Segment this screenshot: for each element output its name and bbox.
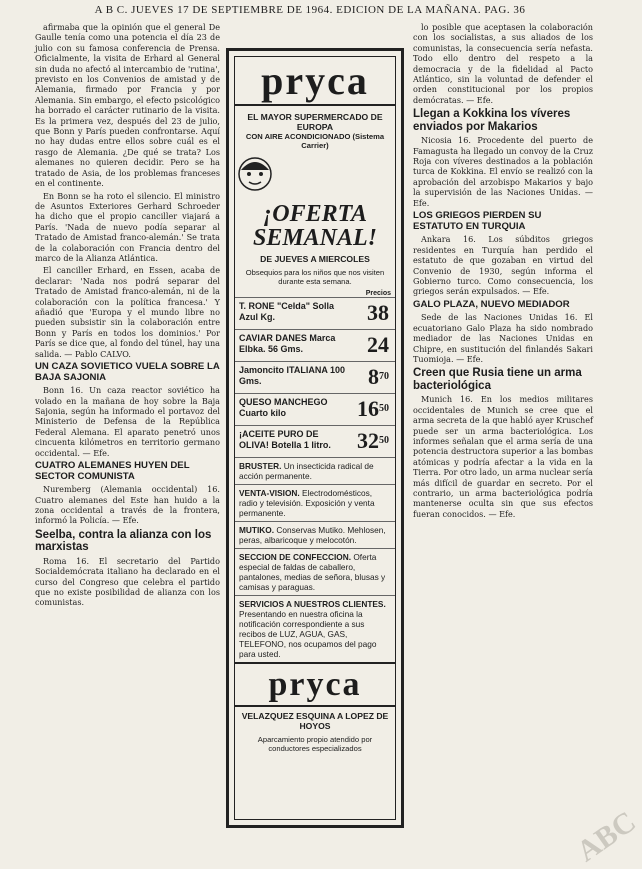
product-cents: 50 <box>379 403 389 414</box>
article-paragraph: Ankara 16. Los súbditos griegos residentes en Turquía han perdido el estatuto de que gozaban en virtud del Convenio de 1930, según informa el Gobierno turco. Como consecuencia, los griegos serán expulsados. — Efe. <box>413 234 593 297</box>
product-row <box>235 361 395 393</box>
service-item <box>235 457 395 484</box>
product-price: 38 <box>367 300 389 325</box>
service-text: Oferta especial de faldas de caballero, pantalones, medias de señora, blusas y camisas y paraguas. <box>239 552 386 592</box>
service-text: Conservas Mutiko. Mehlosen, peras, albaricoque y melocotón. <box>239 525 386 545</box>
article-paragraph: El canciller Erhard, en Essen, acaba de declarar: 'Nada nos podrá separar del Tratado de Amistad franco-alemán, ni de la colaboración con la política francesa.' Y añadió que 'Europa y el mundo libre no pueden subsistir sin la colaboración entre Bonn y París en todos los dominios.' Por París se dice que, al fondo del túnel, hay una salida. — Pablo CALVO. <box>35 265 220 359</box>
ad-parking: Aparcamiento propio atendido por conductores especializados <box>257 735 373 753</box>
headline-seelba: Seelba, contra la alianza con los marxistas <box>35 528 212 554</box>
product-name: CAVIAR DANES Marca Elbka. 56 Gms. <box>239 333 336 354</box>
article-paragraph: Nuremberg (Alemania occidental) 16. Cuatro alemanes del Este han huido a la zona occidental a través de la frontera, informó la Policía. — Efe. <box>35 484 220 526</box>
headline-soviet-jet: UN CAZA SOVIETICO VUELA SOBRE LA BAJA SAJONIA <box>35 361 220 383</box>
article-paragraph: Bonn 16. Un caza reactor soviético ha volado en la mañana de hoy sobre la Baja Sajonia, según ha informado el portavoz del Ministerio de Defensa de la República Federal Alemana. El aparato penetró unos cincuenta kilómetros en territorio germano occidental. — Efe. <box>35 385 220 458</box>
ad-offer-title: ¡OFERTA SEMANAL! <box>252 201 378 251</box>
ad-aircon: CON AIRE ACONDICIONADO (Sistema Carrier) <box>245 132 385 150</box>
product-price: 32 <box>357 428 379 453</box>
article-paragraph: En Bonn se ha roto el silencio. El ministro de Asuntos Exteriores Gerhard Schroeder ha dicho que el propio canciller viajará a París. 'Nada de nuevo podía separar al Tratado de Amistad franco-alemán.' Se trata de la colaboración con Francia dentro del marco de la Alianza Atlántica. <box>35 190 220 263</box>
product-row <box>235 329 395 361</box>
pryca-advertisement <box>226 48 404 828</box>
ad-days: DE JUEVES A MIERCOLES <box>260 254 370 264</box>
article-paragraph: Sede de las Naciones Unidas 16. El ecuatoriano Galo Plaza ha sido nombrado mediador de las Naciones Unidas en Chipre, en sustitución del finlandés Sakari Tuomioja. — Efe. <box>413 312 593 364</box>
headline-greeks-turkey: LOS GRIEGOS PIERDEN SU ESTATUTO EN TURQUIA <box>413 210 542 232</box>
headline-germans-flee: CUATRO ALEMANES HUYEN DEL SECTOR COMUNISTA <box>35 460 190 482</box>
service-title: SERVICIOS A NUESTROS CLIENTES. <box>239 599 386 609</box>
article-paragraph: Roma 16. El secretario del Partido Socialdemócrata italiano ha declarado en el curso del Congreso que celebra el partido que no existe posibilidad de alianza con los comunistas. <box>35 555 220 608</box>
child-face-icon <box>235 154 275 194</box>
service-title: VENTA-VISION. <box>239 488 300 498</box>
article-paragraph: lo posible que aceptasen la colaboración con los socialistas, a sus aliados de los comunistas, la consecuencia sería nefasta. Todo ello dentro del respeto a la democracia y de la fidelidad al Pacto Atlántico, sin la voluntad de defender el orden constitucional por los propios demócratas. — Efe. <box>413 22 593 105</box>
product-name: Jamoncito ITALIANA 100 Gms. <box>239 365 346 386</box>
left-column <box>35 22 220 857</box>
product-price: 16 <box>357 396 379 421</box>
headline-galo-plaza: GALO PLAZA, NUEVO MEDIADOR <box>413 298 570 310</box>
ad-brand-logo-bottom: pryca <box>268 666 362 703</box>
ad-kids-note: Obsequios para los niños que nos visiten durante esta semana. <box>245 268 385 286</box>
header-line: A B C. JUEVES 17 DE SEPTIEMBRE DE 1964. EDICION DE LA MAÑANA. PAG. 36 <box>94 4 526 16</box>
service-text: Electrodomésticos, radio y televisión. Exposición y venta permanente. <box>239 488 375 518</box>
headline-russia-weapon: Creen que Rusia tiene un arma bacteriológica <box>413 367 582 392</box>
abc-watermark: ABC <box>570 804 642 869</box>
article-paragraph: afirmaba que la opinión que el general De Gaulle tenía como una potencia el día 23 de julio con su famosa conferencia de Prensa. Oficialmente, la visita de Erhard al General sin duda no afectó al intercambio de 'rutina', previsto en los Convenios de amistad y de Alemania, firmado por Francia y por Alemania. Sin embargo, el efecto psicológico ha borrado el carácter rutinario de la visita. Es la primera vez, después del 23 de julio, que Bonn y París pueden confrontarse. Aquí no hay dudas entre ellos sobre cuál es el rasgo de Alemania. ¿De qué se trata? Los alemanes no quieren decidir. Pero se ha tratado de Asia, de los problemas franceses en el continente. <box>35 22 220 189</box>
service-text: Un insecticida radical de acción permanente. <box>239 461 374 481</box>
ad-brand-logo: pryca <box>261 58 369 103</box>
service-item <box>235 548 395 595</box>
product-price: 24 <box>367 332 389 357</box>
service-item <box>235 521 395 548</box>
article-paragraph: Nicosia 16. Procedente del puerto de Famagusta ha llegado un convoy de la Cruz Roja con víveres destinados a la población turca de Kokkina. El envío se realizó con la aprobación del arzobispo Makarios y bajo la supervisión de las Naciones Unidas. — Efe. <box>413 135 593 208</box>
product-name: ¡ACEITE PURO DE OLIVA! Botella 1 litro. <box>239 429 331 450</box>
product-cents: 50 <box>379 435 389 446</box>
product-row <box>235 297 395 329</box>
product-row <box>235 425 395 457</box>
price-header: Precios <box>365 290 391 297</box>
product-row <box>235 393 395 425</box>
service-text: Presentando en nuestra oficina la notificación correspondiente a sus recibos de LUZ, AGUA, GAS, TELEFONO, nos ocupamos del pago para usted. <box>239 609 377 659</box>
product-cents: 70 <box>379 371 389 382</box>
product-name: T. RONE "Celda" Solla Azul Kg. <box>239 301 335 322</box>
headline-kokkina: Llegan a Kokkina los víveres enviados por Makarios <box>413 108 571 133</box>
ad-tagline: EL MAYOR SUPERMERCADO DE EUROPA <box>247 112 383 132</box>
page-header <box>0 0 620 22</box>
ad-address: VELAZQUEZ ESQUINA A LOPEZ DE HOYOS <box>241 711 389 731</box>
service-item <box>235 484 395 521</box>
service-title: SECCION DE CONFECCION. <box>239 552 352 562</box>
right-column <box>413 22 593 857</box>
service-title: MUTIKO. <box>239 525 275 535</box>
product-price: 8 <box>368 364 379 389</box>
product-name: QUESO MANCHEGO Cuarto kilo <box>239 397 328 418</box>
service-item <box>235 595 395 662</box>
article-paragraph: Munich 16. En los medios militares occidentales de Munich se cree que el arma secreta de la que habló ayer Kruschef puede ser un arma bacteriológica. Los informes señalan que el arma sería de una potencia destructora superior a las bombas atómicas y podría afectar a la vida en la Tierra. Por otro lado, un arma nuclear sería más difícil de guardar en secreto. Por el contrario, un arma bacteriológica podría mantenerse oculta sin que sus efectos fueran conocidos. — Efe. <box>413 394 593 519</box>
service-title: BRUSTER. <box>239 461 282 471</box>
